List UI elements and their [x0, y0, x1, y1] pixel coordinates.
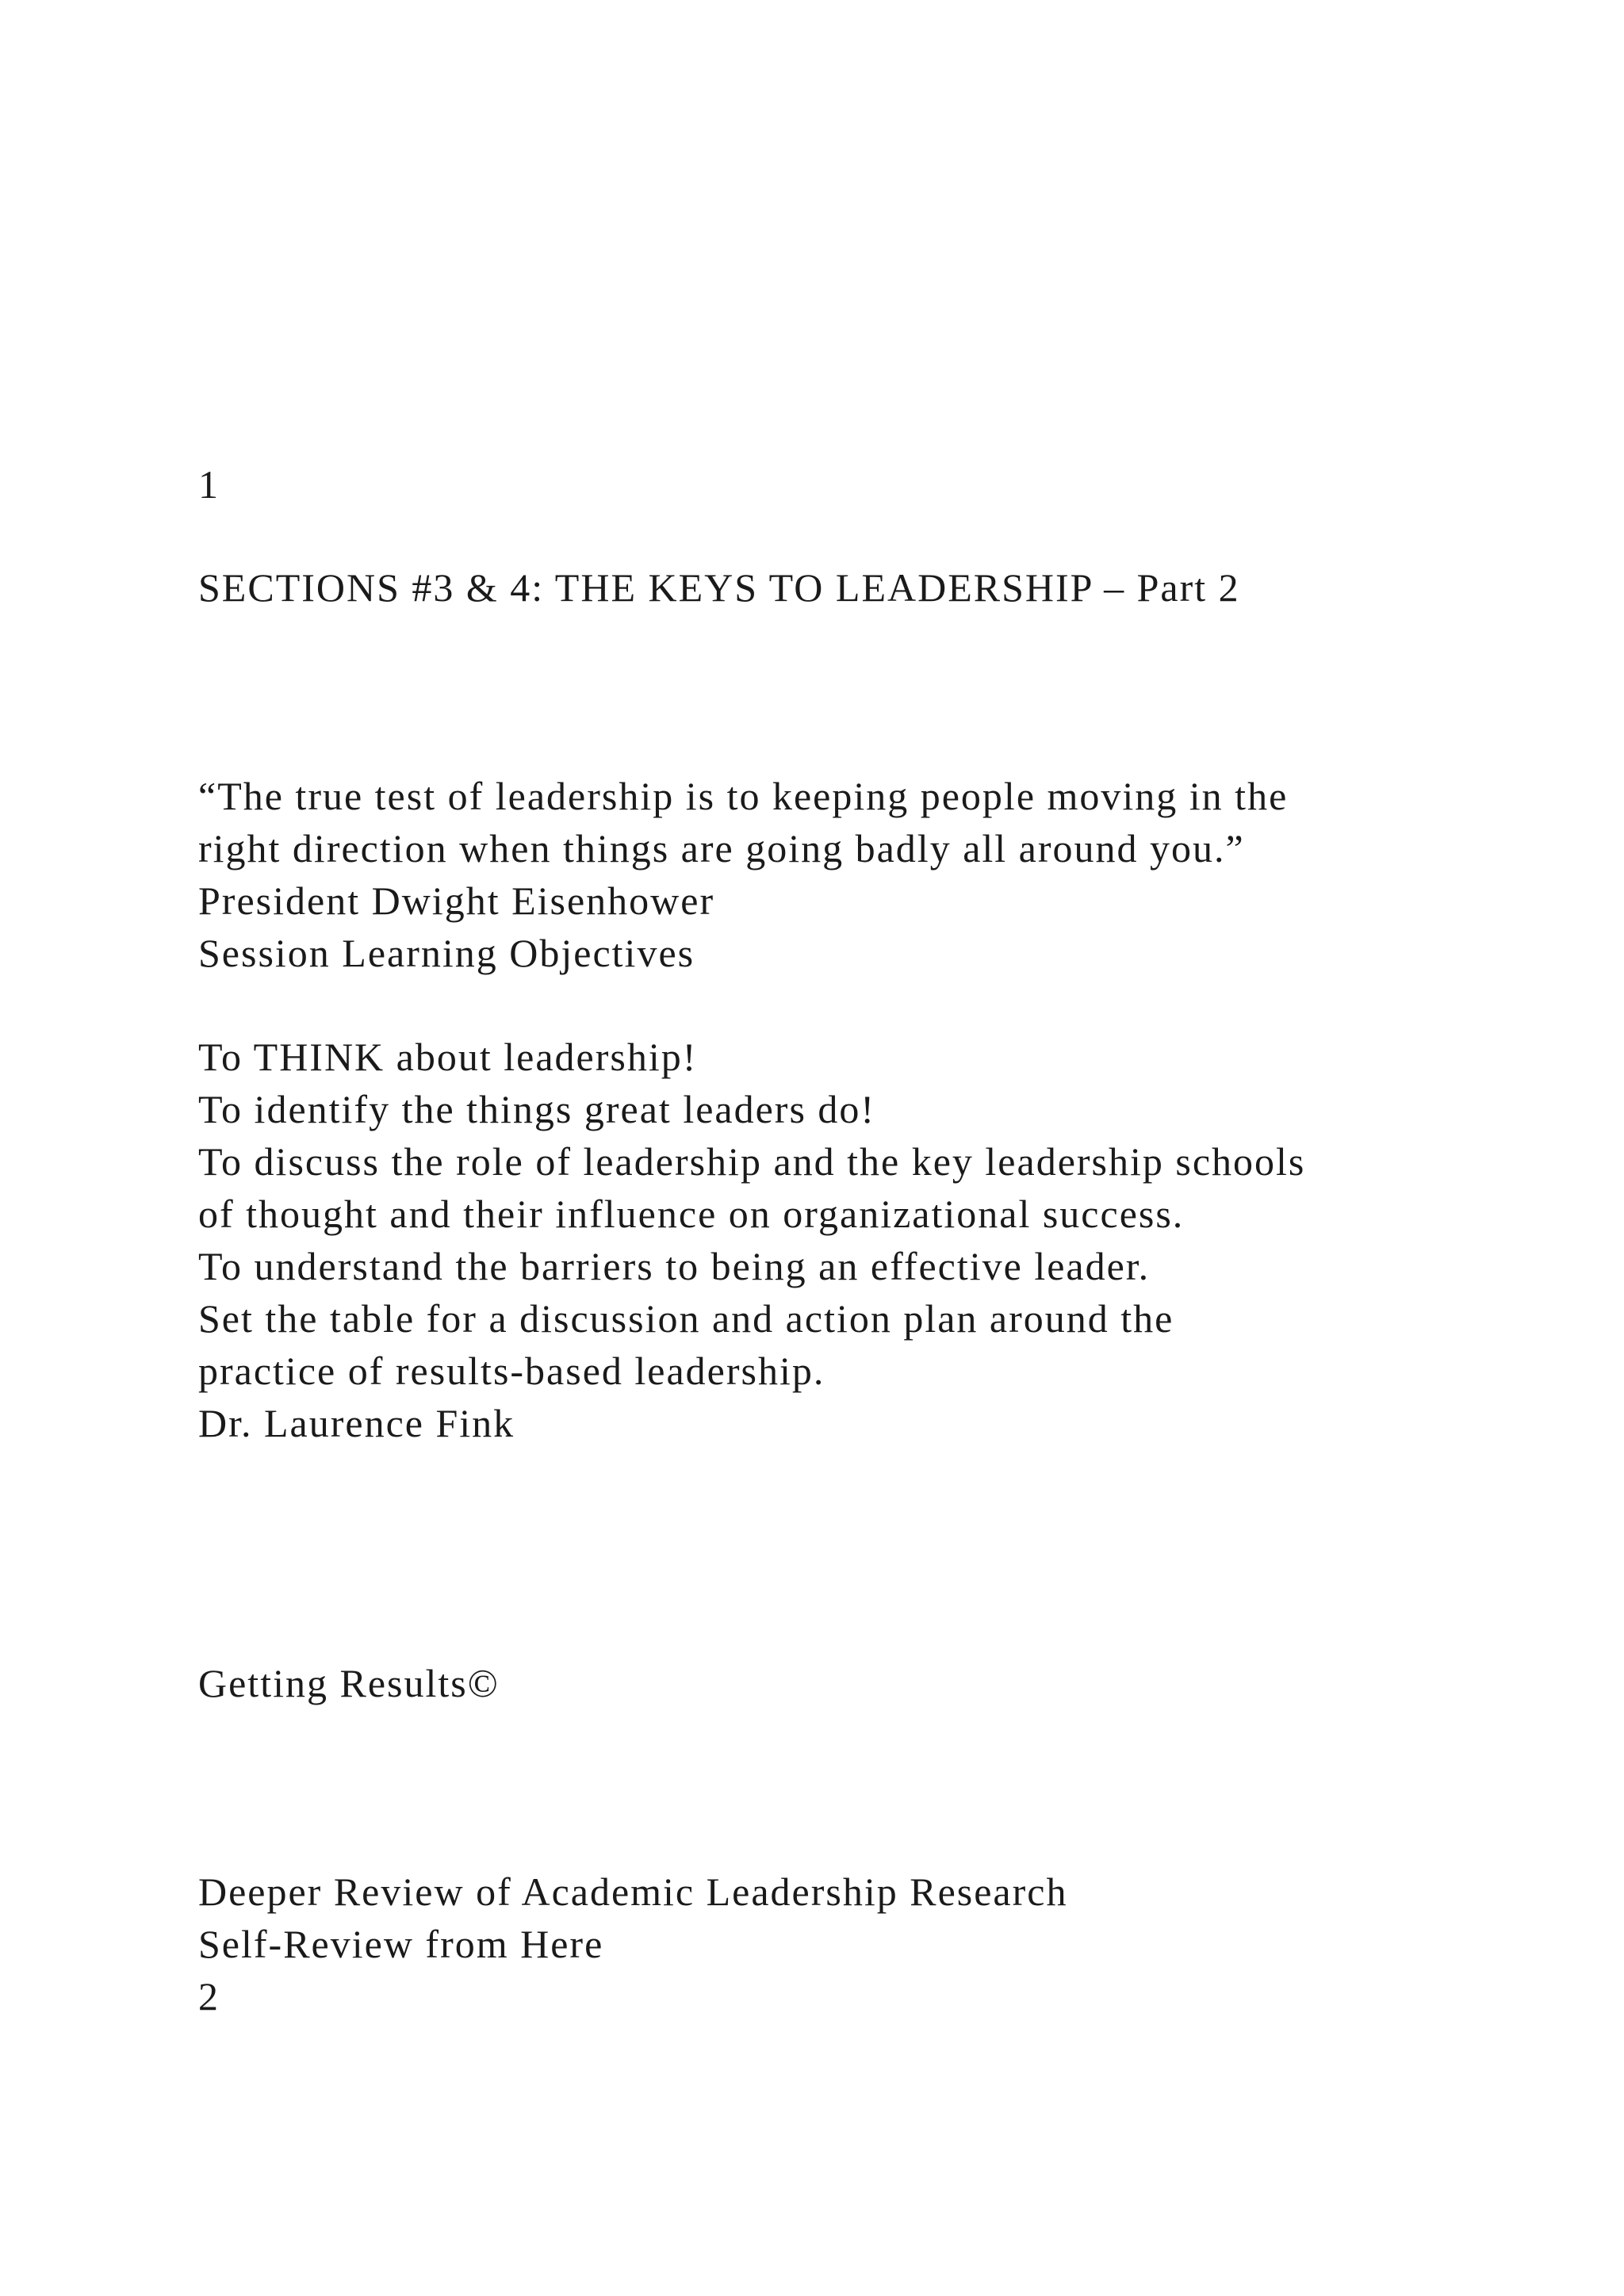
- page-number-top: 1: [198, 462, 220, 507]
- quote-line-2: right direction when things are going badly all around you.”: [198, 826, 1245, 871]
- objective-line: practice of results-based leadership.: [198, 1349, 825, 1393]
- objective-line: To understand the barriers to being an effective leader.: [198, 1244, 1151, 1288]
- objective-line: of thought and their influence on organizational success.: [198, 1192, 1185, 1236]
- self-review-text: Self-Review from Here: [198, 1922, 604, 1966]
- quote-line-1: “The true test of leadership is to keeping people moving in the: [198, 774, 1289, 818]
- objective-line: To THINK about leadership!: [198, 1035, 698, 1079]
- presenter-name: Dr. Laurence Fink: [198, 1401, 515, 1445]
- objective-line: Set the table for a discussion and action plan around the: [198, 1296, 1174, 1341]
- page-heading: SECTIONS #3 & 4: THE KEYS TO LEADERSHIP – Part 2: [198, 565, 1240, 610]
- section-title: Deeper Review of Academic Leadership Research: [198, 1869, 1068, 1914]
- objective-line: To identify the things great leaders do!: [198, 1087, 876, 1131]
- page-number-bottom: 2: [198, 1974, 220, 2019]
- objectives-title: Session Learning Objectives: [198, 931, 695, 975]
- brand-text: Getting Results©: [198, 1661, 500, 1705]
- objective-line: To discuss the role of leadership and the key leadership schools: [198, 1139, 1306, 1184]
- quote-author: President Dwight Eisenhower: [198, 878, 715, 923]
